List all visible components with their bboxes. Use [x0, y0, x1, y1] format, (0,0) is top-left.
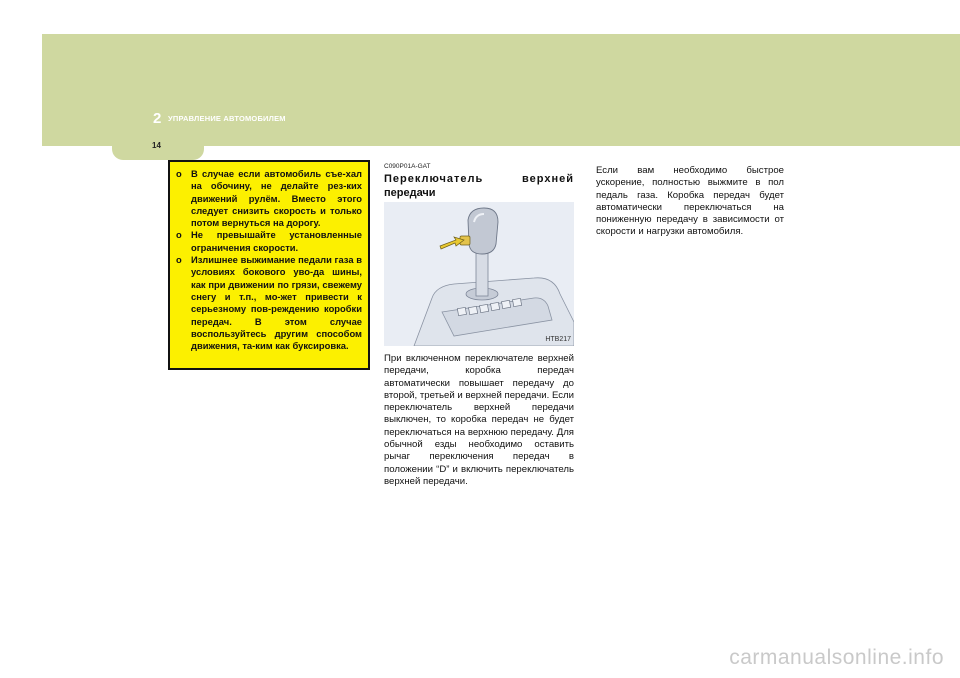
figure-label: HTB217	[545, 336, 571, 343]
warning-item-text: Не превышайте установленные ограничения скорости.	[191, 229, 362, 253]
warning-bullet: o	[176, 229, 182, 241]
warning-item-text: В случае если автомобиль съе-хал на обочину, не делайте рез-ких движений рулём. Вместо этого следует снизить скорость и только потом вернуться на дорогу.	[191, 168, 362, 229]
section-title	[384, 172, 574, 200]
warning-item	[176, 229, 362, 254]
body-paragraph: Если вам необходимо быстрое ускорение, полностью выжмите в пол педаль газа. Коробка передач будет автоматически переключаться на пониженную передачу в зависимости от скорости и нагрузки автомобиля.	[596, 165, 784, 238]
body-paragraph: При включенном переключателе верхней передачи, коробка передач автоматически повышает передачу до второй, третьей и верхней передачи. Если переключатель верхней передачи выключен, то коробка передач не будет переключаться на верхнюю передачу. Для обычной езды необходимо оставить рычаг переключения передач в положении “D” и включить переключатель верхней передачи.	[384, 353, 574, 487]
gear-shift-lever-icon	[384, 202, 574, 346]
warning-bullet: o	[176, 254, 182, 266]
warning-item	[176, 168, 362, 229]
header-band	[42, 34, 960, 146]
section-title-word: верхней	[522, 173, 574, 185]
chapter-number: 2	[153, 110, 162, 127]
watermark: carmanualsonline.info	[729, 646, 944, 669]
section-title-line2: передачи	[384, 187, 436, 199]
section-code: C090P01A-GAT	[384, 163, 431, 170]
warning-box	[168, 160, 370, 370]
page-number: 14	[152, 141, 161, 150]
chapter-title: УПРАВЛЕНИЕ АВТОМОБИЛЕМ	[168, 114, 286, 123]
warning-item-text: Излишнее выжимание педали газа в условиях бокового уво-да шины, как при движении по грязи, свежему снегу и т.п., мо-жет привести к серьезному пов-реждению коробки передач. В этом случае воспользуйтесь другим способом движения, та-ким как буксировка.	[191, 254, 362, 352]
section-title-word: Переключатель	[384, 173, 484, 185]
gear-shift-figure	[384, 202, 574, 346]
warning-bullet: o	[176, 168, 182, 179]
warning-item	[176, 254, 362, 352]
